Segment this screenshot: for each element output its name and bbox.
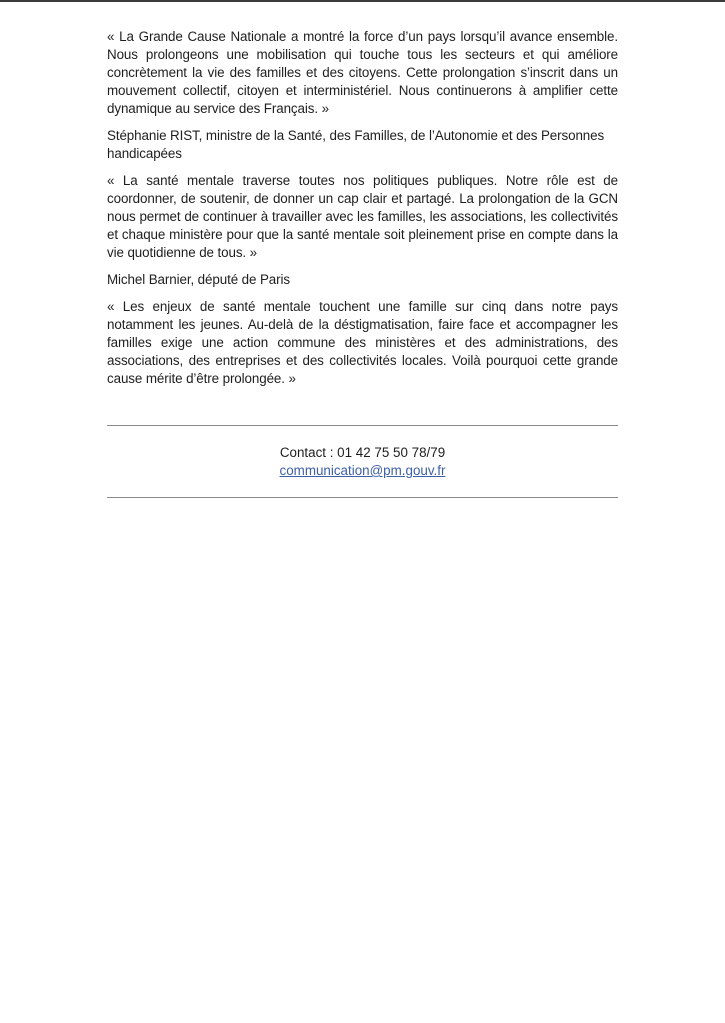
divider-top (107, 425, 618, 426)
quote-1: « La Grande Cause Nationale a montré la force d’un pays lorsqu’il avance ensemble. Nous prolongeons une mobilisation qui touche tous les secteurs et qui améliore concrètement la vie des familles et des citoyens. Cette prolongation s’inscrit dans un mouvement collectif, citoyen et interministériel. Nous continuerons à amplifier cette dynamique au service des Français. » (107, 29, 618, 116)
contact-phone: Contact : 01 42 75 50 78/79 (279, 445, 446, 460)
attribution-stephanie-rist: Stéphanie RIST, ministre de la Santé, des Familles, de l’Autonomie et des Personnes handicapées (107, 128, 605, 161)
contact-email-link[interactable]: communication@pm.gouv.fr (279, 463, 446, 478)
attribution-michel-barnier: Michel Barnier, député de Paris (107, 272, 290, 287)
document-body (107, 28, 618, 397)
divider-bottom (107, 497, 618, 498)
contact-block (107, 444, 618, 480)
quote-2: « La santé mentale traverse toutes nos politiques publiques. Notre rôle est de coordonner, de soutenir, de donner un cap clair et partagé. La prolongation de la GCN nous permet de continuer à travailler avec les familles, les associations, les collectivités et chaque ministère pour que la santé mentale soit pleinement prise en compte dans la vie quotidienne de tous. » (107, 173, 618, 260)
page-top-border (0, 0, 725, 2)
quote-3: « Les enjeux de santé mentale touchent une famille sur cinq dans notre pays notamment les jeunes. Au-delà de la déstigmatisation, faire face et accompagner les familles exige une action commune des ministères et des administrations, des associations, des entreprises et des collectivités locales. Voilà pourquoi cette grande cause mérite d’être prolongée. » (107, 299, 618, 386)
